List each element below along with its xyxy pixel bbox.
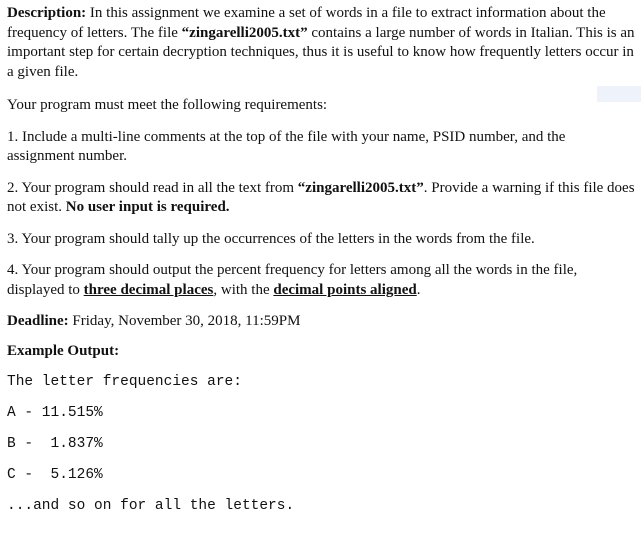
faint-selection-highlight — [597, 86, 641, 102]
requirement-2-filename: “zingarelli2005.txt” — [297, 179, 424, 196]
output-row-b: B - 1.837% — [7, 436, 103, 452]
description-label: Description: — [7, 5, 87, 21]
output-footer: ...and so on for all the letters. — [7, 498, 295, 514]
requirement-4-text: 4. Your program should output the percent frequency for letters among all the words in the file, displayed to — [7, 262, 578, 298]
requirement-2 — [7, 179, 635, 218]
deadline — [7, 312, 635, 332]
requirement-2-text: 2. Your program should read in all the text from — [7, 179, 298, 196]
example-output-label: Example Output: — [7, 342, 120, 359]
output-header: The letter frequencies are: — [7, 374, 242, 390]
requirement-2-bold: No user input is required. — [65, 199, 230, 215]
requirement-3: 3. Your program should tally up the occurrences of the letters in the words from the file. — [7, 230, 535, 247]
deadline-value: Friday, November 30, 2018, 11:59PM — [68, 313, 301, 329]
description-text: In this assignment we examine a set of words in a file to extract information about the frequency of letters. The file — [7, 5, 606, 41]
output-row-c: C - 5.126% — [7, 467, 103, 483]
requirement-1: 1. Include a multi-line comments at the top of the file with your name, PSID number, and the assignment number. — [7, 128, 566, 164]
requirements-intro: Your program must meet the following requirements: — [7, 97, 328, 113]
requirement-4-underline-1: three decimal places — [83, 281, 214, 298]
requirement-4-text-end: . — [416, 281, 421, 298]
description-text-end: contains a large number of words in Italian. This is an important step for certain decryption techniques, thus it is useful to know how frequently letters occur in a given file. — [7, 24, 635, 80]
requirement-4-underline-2: decimal points aligned — [273, 281, 417, 298]
requirement-4-text-mid: , with the — [213, 281, 274, 298]
description-paragraph — [7, 4, 635, 82]
requirement-2-text-mid: . Provide a warning if this file does not exist. — [7, 179, 635, 215]
output-row-a: A - 11.515% — [7, 405, 103, 421]
assignment-document — [7, 4, 635, 516]
deadline-label: Deadline: — [7, 313, 69, 329]
requirement-4 — [7, 261, 635, 300]
description-filename: “zingarelli2005.txt” — [181, 24, 308, 41]
